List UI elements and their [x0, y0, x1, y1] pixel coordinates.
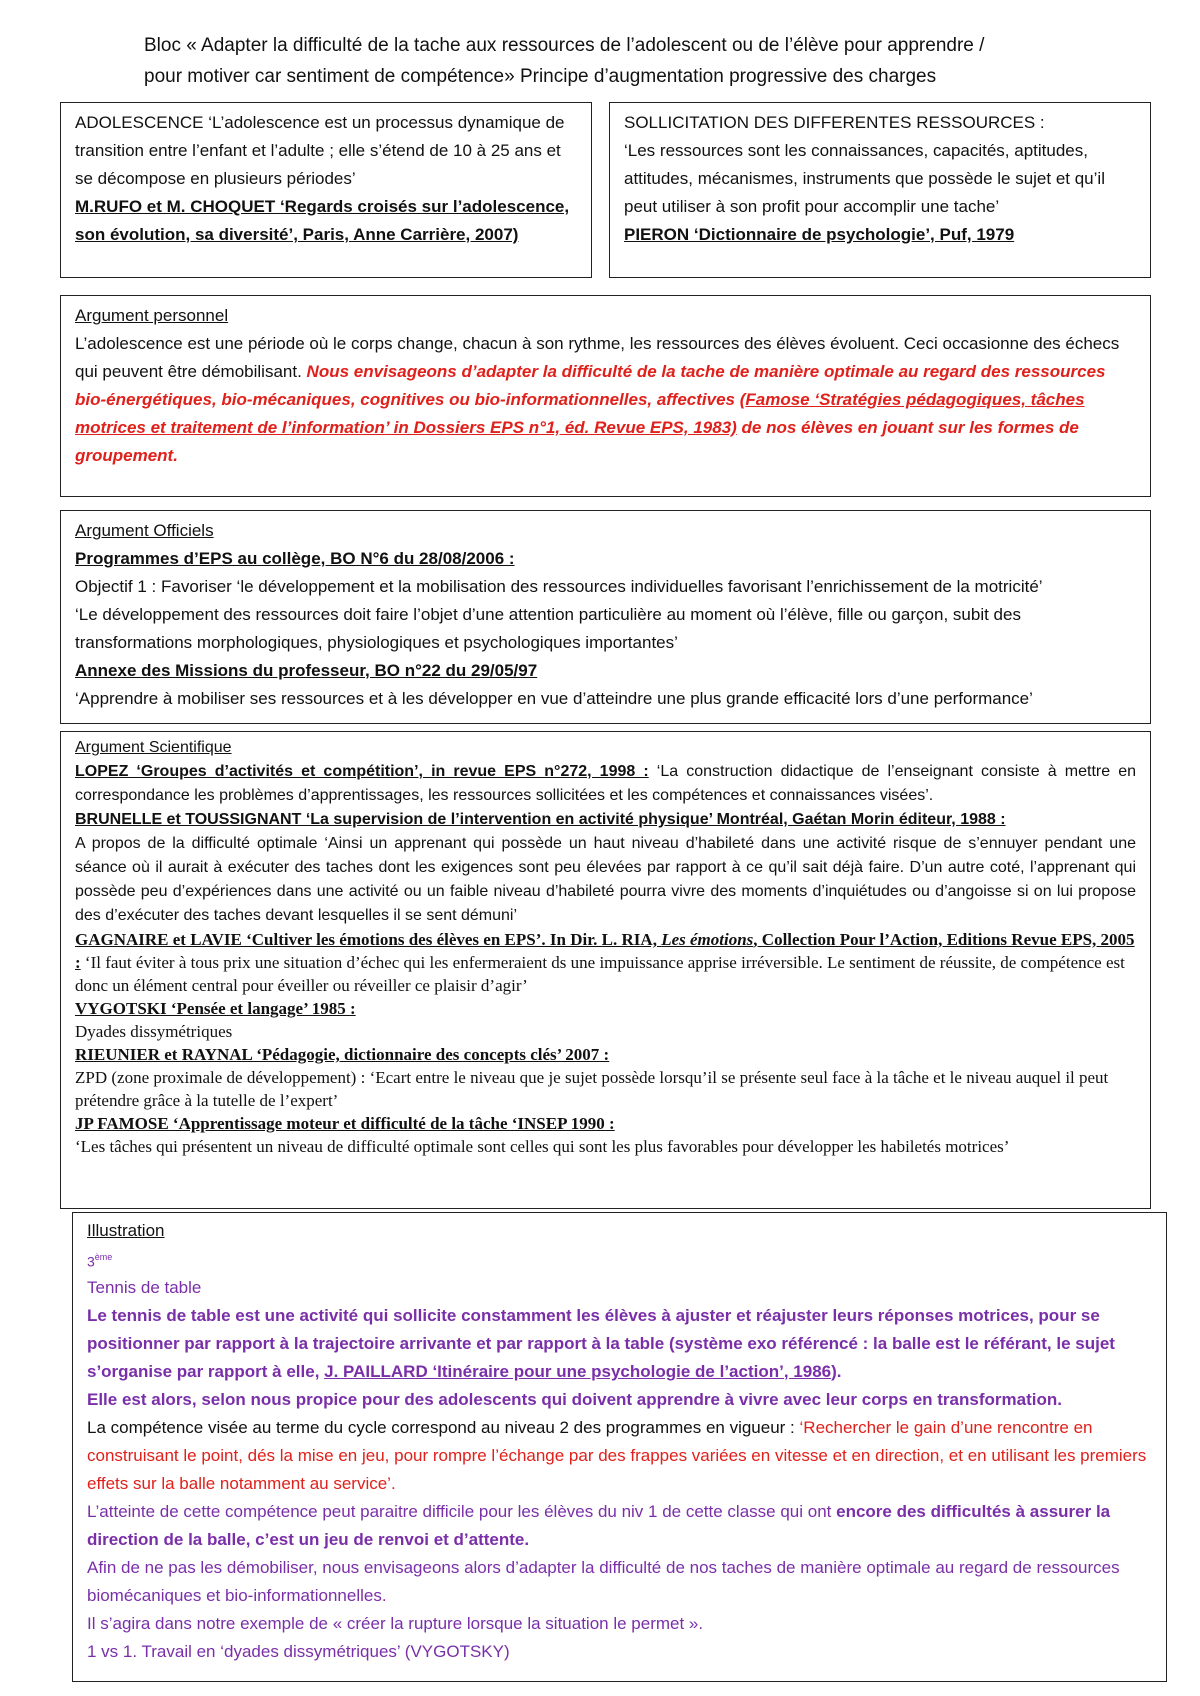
- illustration-p1-reference: J. PAILLARD ‘Itinéraire pour une psychologie de l’action’, 1986: [324, 1361, 832, 1381]
- brunelle-text: A propos de la difficulté optimale ‘Ainsi un apprenant qui possède un haut niveau d’habileté dans une activité risque de s’ennuyer pendant une séance où il aurait à exécuter des taches dont les exigences sont peu élevées par rapport à ce qu’il sait déjà faire. D’un autre coté, l’apprenant qui possède peu d’expériences dans une activité ou un faible niveau d’habileté pourra vivre des moments d’inquiétudes ou d’angoisse si on lui propose des d’exécuter des taches devant lesquelles il se sent démuni’: [75, 835, 1136, 924]
- solicitation-reference: PIERON ‘Dictionnaire de psychologie’, Puf, 1979: [624, 225, 1015, 244]
- rieunier-text: ZPD (zone proximale de développement) : ‘Ecart entre le niveau que je sujet possède lorsqu’il se présente seul face à la tâche et le niveau auquel il peut prétendre grâce à la tutelle de l’expert’: [75, 1068, 1109, 1110]
- grade-number: 3: [87, 1253, 95, 1270]
- illustration-heading: Illustration: [87, 1221, 165, 1240]
- officiels-reference-2: Annexe des Missions du professeur, BO n°22 du 29/05/97: [75, 661, 538, 680]
- gagnaire-ref-italic: Les émotions: [661, 930, 754, 949]
- lopez-paragraph: [75, 760, 1136, 808]
- illustration-p1-text: Le tennis de table est une activité qui sollicite constamment les élèves à ajuster et réajuster leurs réponses motrices, pour se positionner par rapport à la trajectoire arrivante et par rapport à la table (système exo référencé : la balle est le référant, le sujet s’organise par rapport à elle,: [87, 1305, 1115, 1381]
- rieunier-reference: RIEUNIER et RAYNAL ‘Pédagogie, dictionnaire des concepts clés’ 2007 :: [75, 1045, 610, 1064]
- vygotski-text: Dyades dissymétriques: [75, 1022, 233, 1041]
- illustration-paragraph-3: [87, 1414, 1152, 1498]
- gagnaire-text: ‘Il faut éviter à tous prix une situation d’échec qui les enfermeraient ds une impuissance apprise irréversible. Le sentiment de réussite, de compétence est donc un élément central pour éveiller ou réveiller ce plaisir d’agir’: [75, 953, 1125, 995]
- famose-reference: JP FAMOSE ‘Apprentissage moteur et difficulté de la tâche ‘INSEP 1990 :: [75, 1114, 615, 1133]
- personnel-text-2: Nous envisageons d’adapter la difficulté de la tache de manière optimale au regard des ressources bio-énergétiques, bio-mécaniques, cognitives ou bio-informationnelles, affectives (: [75, 362, 1106, 409]
- illustration-paragraph-7: 1 vs 1. Travail en ‘dyades dissymétriques’ (VYGOTSKY): [87, 1641, 510, 1661]
- illustration-paragraph-4: [87, 1498, 1152, 1554]
- brunelle-reference: BRUNELLE et TOUSSIGNANT ‘La supervision de l’intervention en activité physique’ Montréal, Gaétan Morin éditeur, 1988 :: [75, 811, 1006, 828]
- illustration-paragraph-5: Afin de ne pas les démobiliser, nous envisageons alors d’adapter la difficulté de nos taches de manière optimale au regard de ressources biomécaniques et bio-informationnelles.: [87, 1557, 1120, 1605]
- title-line-1: Bloc « Adapter la difficulté de la tache aux ressources de l’adolescent ou de l’élève pour apprendre /: [144, 35, 985, 56]
- adolescence-box: [60, 102, 592, 278]
- officiels-heading: Argument Officiels: [75, 521, 214, 540]
- personnel-text-3: de nos élèves en jouant sur les formes de groupement.: [75, 418, 1079, 465]
- title-line-2: pour motiver car sentiment de compétence» Principe d’augmentation progressive des charges: [144, 66, 937, 87]
- officiels-objective-1: Objectif 1 : Favoriser ‘le développement et la mobilisation des ressources individuelles favorisant l’enrichissement de la motricité’: [75, 577, 1043, 596]
- grade-suffix: ème: [94, 1252, 113, 1262]
- adolescence-reference: M.RUFO et M. CHOQUET ‘Regards croisés sur l’adolescence, son évolution, sa diversité’, Paris, Anne Carrière, 2007): [75, 197, 570, 244]
- officiels-box: [60, 510, 1151, 724]
- lopez-reference: LOPEZ ‘Groupes d’activités et compétition’, in revue EPS n°272, 1998 :: [75, 763, 649, 780]
- gagnaire-ref-b: , Collection Pour l’Action, Editions Revue EPS, 2005 :: [75, 930, 1135, 972]
- solicitation-heading: SOLLICITATION DES DIFFERENTES RESSOURCES :: [624, 113, 1045, 132]
- lopez-text: ‘La construction didactique de l’enseignant consiste à mettre en correspondance les problèmes d’apprentissages, les ressources sollicitées et les compétences et connaissances visées’.: [75, 763, 1136, 804]
- personnel-heading: Argument personnel: [75, 306, 229, 325]
- illustration-p3-quote: ‘Rechercher le gain d’une rencontre en construisant le point, dés la mise en jeu, pour rompre l’échange par des frappes variées en vitesse et en direction, et en utilisant les premiers effets sur la balle notamment au service’.: [87, 1417, 1147, 1493]
- officiels-objective-2: ‘Le développement des ressources doit faire l’objet d’une attention particulière au moment où l’élève, fille ou garçon, subit des transformations morphologiques, physiologiques et psychologiques importantes’: [75, 605, 1021, 652]
- document-title: [144, 30, 1104, 92]
- personnel-reference: Famose ‘Stratégies pédagogiques, tâches motrices et traitement de l’information’ in Dossiers EPS n°1, éd. Revue EPS, 1983): [75, 390, 1085, 437]
- solicitation-box: [609, 102, 1151, 278]
- scientifique-box: [60, 731, 1151, 1209]
- illustration-paragraph-2: Elle est alors, selon nous propice pour des adolescents qui doivent apprendre à vivre avec leur corps en transformation.: [87, 1389, 1062, 1409]
- solicitation-quote: ‘Les ressources sont les connaissances, capacités, aptitudes, attitudes, mécanismes, instruments que possède le sujet et qu’il peut utiliser à son profit pour accomplir une tache’: [624, 141, 1105, 216]
- illustration-p4-text: L’atteinte de cette compétence peut paraitre difficile pour les élèves du niv 1 de cette classe qui ont: [87, 1501, 837, 1521]
- gagnaire-ref-a: GAGNAIRE et LAVIE ‘Cultiver les émotions des élèves en EPS’. In Dir. L. RIA,: [75, 930, 662, 949]
- illustration-p1-end: ).: [831, 1361, 842, 1381]
- illustration-paragraph-1: [87, 1302, 1152, 1386]
- famose-text: ‘Les tâches qui présentent un niveau de difficulté optimale sont celles qui sont les plus favorables pour développer les habiletés motrices’: [75, 1137, 1010, 1156]
- gagnaire-paragraph: [75, 928, 1136, 997]
- illustration-p3-text: La compétence visée au terme du cycle correspond au niveau 2 des programmes en vigueur :: [87, 1417, 800, 1437]
- illustration-activity: Tennis de table: [87, 1277, 202, 1297]
- illustration-paragraph-6: Il s’agira dans notre exemple de « créer la rupture lorsque la situation le permet ».: [87, 1613, 704, 1633]
- personnel-box: [60, 295, 1151, 497]
- officiels-quote-2: ‘Apprendre à mobiliser ses ressources et à les développer en vue d’atteindre une plus grande efficacité lors d’une performance’: [75, 689, 1033, 708]
- illustration-p4-bold: encore des difficultés à assurer la direction de la balle, c’est un jeu de renvoi et d’attente.: [87, 1501, 1111, 1549]
- vygotski-reference: VYGOTSKI ‘Pensée et langage’ 1985 :: [75, 999, 356, 1018]
- illustration-box: [72, 1212, 1167, 1682]
- scientifique-heading: Argument Scientifique: [75, 739, 232, 756]
- illustration-grade: [87, 1245, 1152, 1274]
- personnel-text-1: L’adolescence est une période où le corps change, chacun à son rythme, les ressources des élèves évoluent. Ceci occasionne des échecs qui peuvent être démobilisant.: [75, 334, 1120, 381]
- officiels-reference-1: Programmes d’EPS au collège, BO N°6 du 28/08/2006 :: [75, 549, 515, 568]
- adolescence-quote: ADOLESCENCE ‘L’adolescence est un processus dynamique de transition entre l’enfant et l’adulte ; elle s’étend de 10 à 25 ans et se décompose en plusieurs périodes’: [75, 113, 565, 188]
- personnel-paragraph: [75, 330, 1136, 470]
